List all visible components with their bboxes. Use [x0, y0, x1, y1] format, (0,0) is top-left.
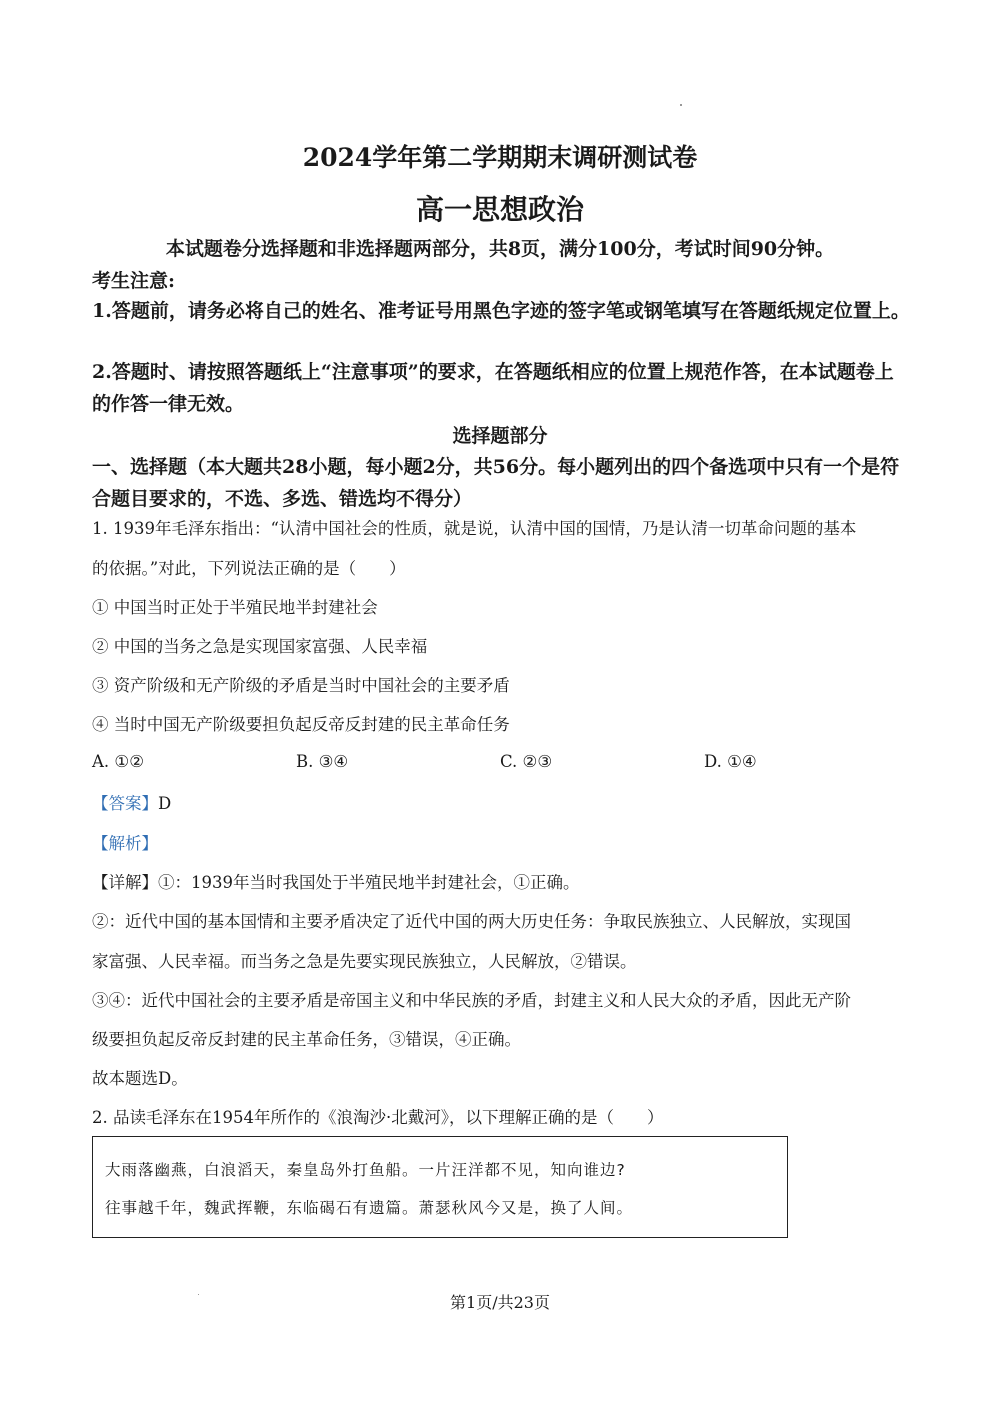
q1-item-1: ① 中国当时正处于半殖民地半封建社会 — [92, 598, 378, 617]
notice-1: 1.答题前，请务必将自己的姓名、准考证号用黑色字迹的签字笔或钢笔填写在答题纸规定位置上。 — [92, 300, 910, 322]
subject-title: 高一思想政治 — [415, 193, 584, 226]
q2-stem: 2. 品读毛泽东在1954年所作的《浪淘沙·北戴河》，以下理解正确的是（ ） — [92, 1108, 664, 1127]
q1-option-a: A. ①② — [92, 752, 144, 771]
q1-detail-2b: 家富强、人民幸福。而当务之急是先要实现民族独立，人民解放，②错误。 — [92, 952, 637, 971]
q1-stem-line1: 1. 1939年毛泽东指出：“认清中国社会的性质，就是说，认清中国的国情，乃是认清一切革命问题的基本 — [92, 519, 857, 538]
q1-option-d: D. ①④ — [704, 752, 757, 771]
notice-title: 考生注意: — [92, 270, 176, 292]
q1-conclusion: 故本题选D。 — [92, 1069, 188, 1088]
poem-box — [92, 1136, 788, 1238]
q1-answer-row — [92, 792, 912, 816]
answer-value: D — [158, 794, 172, 813]
analysis-tag: 【解析】 — [92, 834, 158, 853]
poem-line-2: 往事越千年，魏武挥鞭，东临碣石有遗篇。萧瑟秋风今又是，换了人间。 — [105, 1199, 634, 1217]
q1-option-b: B. ③④ — [296, 752, 349, 771]
q1-item-3: ③ 资产阶级和无产阶级的矛盾是当时中国社会的主要矛盾 — [92, 676, 510, 695]
page-number: 第1页/共23页 — [450, 1293, 550, 1312]
exam-title: 2024学年第二学期期末调研测试卷 — [302, 143, 698, 172]
section-heading: 一、选择题（本大题共28小题，每小题2分，共56分。每小题列出的四个备选项中只有一个是符合题目要求的，不选、多选、错选均不得分） — [92, 456, 900, 510]
q1-stem-line2: 的依据。”对此，下列说法正确的是（ ） — [92, 559, 406, 578]
q1-detail-2a: ②：近代中国的基本国情和主要矛盾决定了近代中国的两大历史任务：争取民族独立、人民解放，实现国 — [92, 912, 851, 931]
scan-speck — [680, 104, 682, 106]
q1-detail-3b: 级要担负起反帝反封建的民主革命任务，③错误，④正确。 — [92, 1030, 521, 1049]
q1-option-c: C. ②③ — [500, 752, 553, 771]
exam-intro: 本试题卷分选择题和非选择题两部分，共8页，满分100分，考试时间90分钟。 — [165, 238, 835, 260]
poem-line-1: 大雨落幽燕，白浪滔天，秦皇岛外打鱼船。一片汪洋都不见，知向谁边? — [105, 1161, 626, 1179]
q1-detail-3a: ③④：近代中国社会的主要矛盾是帝国主义和中华民族的矛盾，封建主义和人民大众的矛盾，因此无产阶 — [92, 991, 851, 1010]
q1-item-4: ④ 当时中国无产阶级要担负起反帝反封建的民主革命任务 — [92, 715, 510, 734]
notice-2: 2.答题时、请按照答题纸上“注意事项”的要求，在答题纸相应的位置上规范作答，在本试题卷上的作答一律无效。 — [92, 361, 894, 415]
q1-item-2: ② 中国的当务之急是实现国家富强、人民幸福 — [92, 637, 428, 656]
section-title: 选择题部分 — [452, 425, 548, 447]
answer-tag: 【答案】 — [92, 794, 158, 813]
q1-detail-1: 【详解】①：1939年当时我国处于半殖民地半封建社会，①正确。 — [92, 873, 580, 892]
